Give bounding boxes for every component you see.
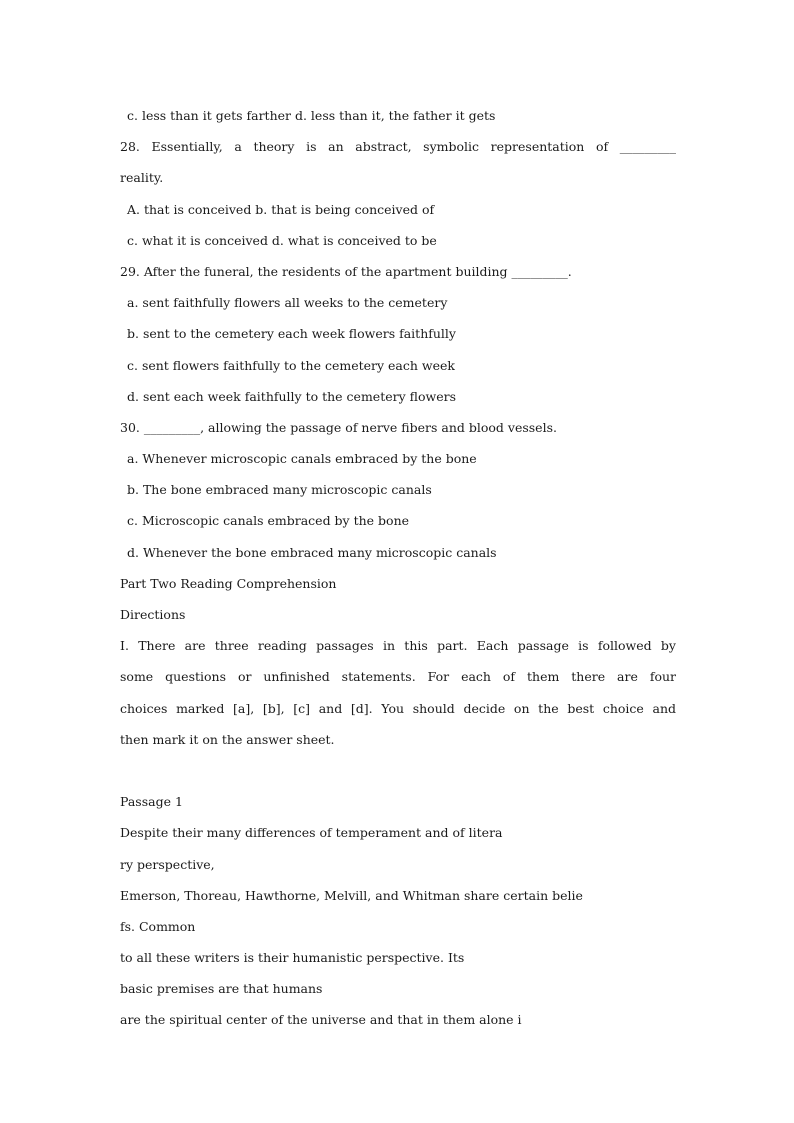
directions-line-1: I. There are three reading passages in this part. Each passage is followed by	[120, 638, 676, 654]
directions-heading: Directions	[120, 607, 186, 622]
passage-line-4: fs. Common	[120, 918, 196, 934]
directions-line-2: some questions or unfinished statements. For each of them there are four	[120, 669, 676, 685]
q27-options-cd: c. less than it gets farther d. less than it, the father it gets	[127, 108, 496, 123]
directions-line-3: choices marked [a], [b], [c] and [d]. You should decide on the best choice and	[120, 700, 676, 716]
q30-option-c: c. Microscopic canals embraced by the bone	[127, 513, 410, 529]
q29-option-b: b. sent to the cemetery each week flowers faithfully	[127, 326, 456, 342]
q30-option-a: a. Whenever microscopic canals embraced by the bone	[127, 451, 477, 467]
section-heading-part-two: Part Two Reading Comprehension	[120, 575, 337, 591]
paragraph-spacer	[120, 755, 676, 786]
passage-line-5: to all these writers is their humanistic perspective. Its	[120, 950, 465, 966]
passage-line-2: ry perspective,	[120, 856, 215, 872]
q29-option-c: c. sent flowers faithfully to the cemetery each week	[127, 357, 455, 373]
q30-stem: 30. _________, allowing the passage of nerve fibers and blood vessels.	[120, 419, 557, 435]
q29-option-a: a. sent faithfully flowers all weeks to the cemetery	[127, 295, 448, 311]
q28-options-ab: A. that is conceived b. that is being conceived of	[127, 201, 435, 217]
q30-option-d: d. Whenever the bone embraced many microscopic canals	[127, 544, 497, 560]
passage-line-3: Emerson, Thoreau, Hawthorne, Melvill, and Whitman share certain belie	[120, 887, 583, 903]
passage-line-7: are the spiritual center of the universe and that in them alone i	[120, 1012, 522, 1028]
q30-option-b: b. The bone embraced many microscopic canals	[127, 482, 432, 498]
passage-heading: Passage 1	[120, 794, 183, 810]
q29-stem: 29. After the funeral, the residents of the apartment building _________.	[120, 263, 572, 279]
q29-option-d: d. sent each week faithfully to the cemetery flowers	[127, 388, 456, 404]
q28-stem-continued: reality.	[120, 170, 164, 186]
q28-options-cd: c. what it is conceived d. what is conceived to be	[127, 232, 437, 248]
passage-line-1: Despite their many differences of temperament and of litera	[120, 825, 503, 841]
passage-line-6: basic premises are that humans	[120, 981, 323, 997]
document-body	[120, 100, 676, 1036]
directions-line-4: then mark it on the answer sheet.	[120, 731, 335, 747]
q28-stem: 28. Essentially, a theory is an abstract, symbolic representation of _________	[120, 139, 676, 155]
